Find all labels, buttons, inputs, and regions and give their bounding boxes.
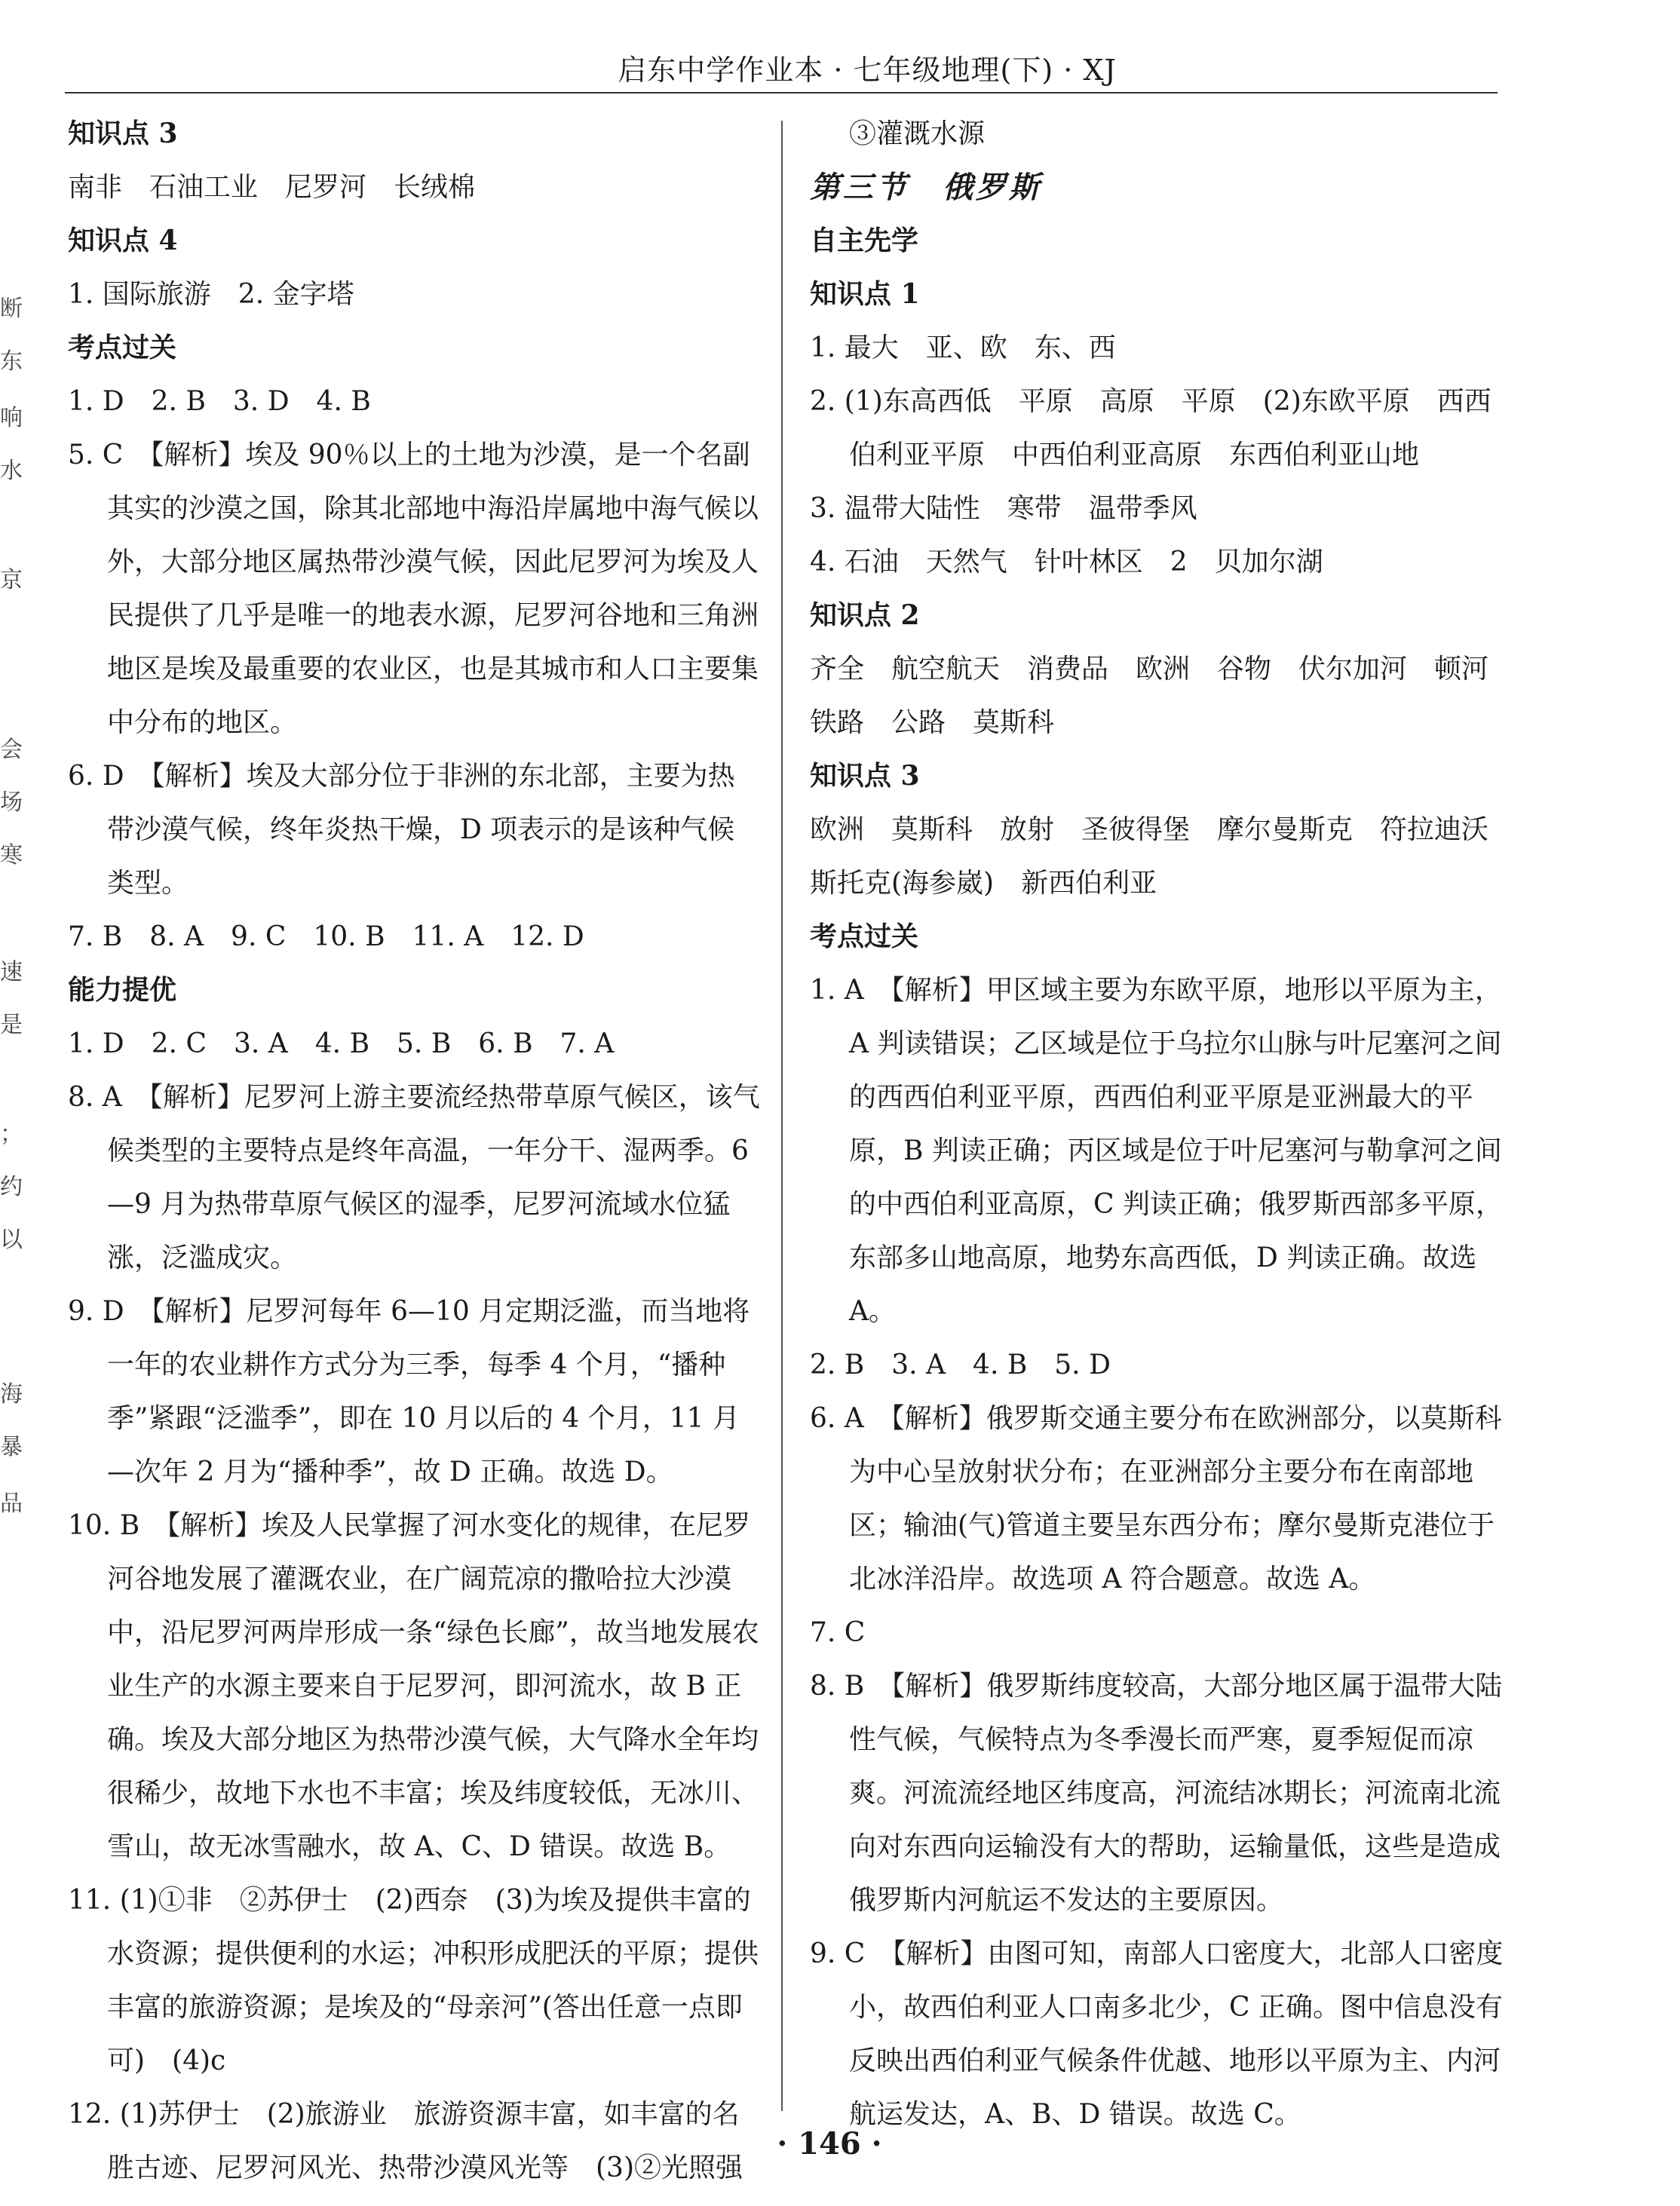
answer-line: 2. B 3. A 4. B 5. D [810,1350,1111,1380]
answer-item: 10. B 【解析】埃及人民掌握了河水变化的规律，在尼罗河谷地发展了灌溉农业，在广阔荒凉的撒哈拉大沙漠中，沿尼罗河两岸形成一条“绿色长廊”，故当地发展农业生产的水源主要来自于尼罗河，即河流水，故 B 正确。埃及大部分地区为热带沙漠气候，大气降水全年均很稀少，故地下水也不丰富；埃及纬度较低，无冰川、雪山，故无冰雪融水，故 A、C、D 错误。故选 B。 [68,1510,759,1862]
answer-item: 5. C 【解析】埃及 90％以上的土地为沙漠，是一个名副其实的沙漠之国，除其北部地中海沿岸属地中海气候以外，大部分地区属热带沙漠气候，因此尼罗河为埃及人民提供了几乎是唯一的地表水源，尼罗河谷地和三角洲地区是埃及最重要的农业区，也是其城市和人口主要集中分布的地区。 [68,440,759,738]
edge-fragment-char: 寒 [0,842,23,869]
edge-fragment-char: 东 [0,348,23,375]
section-heading: 考点过关 [68,332,177,363]
answer-line: 欧洲 莫斯科 放射 圣彼得堡 摩尔曼斯克 符拉迪沃斯托克(海参崴) 新西伯利亚 [810,814,1489,899]
answer-item: 8. B 【解析】俄罗斯纬度较高，大部分地区属于温带大陆性气候，气候特点为冬季漫长而严寒，夏季短促而凉爽。河流流经地区纬度高，河流结冰期长；河流南北流向对东西向运输没有大的帮助，运输量低，这些是造成俄罗斯内河航运不发达的主要原因。 [810,1671,1503,1916]
answer-line: 7. C [810,1617,866,1648]
answer-item: 6. D 【解析】埃及大部分位于非洲的东北部，主要为热带沙漠气候，终年炎热干燥，D 项表示的是该种气候类型。 [68,761,735,899]
section-heading: 知识点 1 [810,278,920,310]
answer-line: 7. B 8. A 9. C 10. B 11. A 12. D [68,921,584,952]
right-column [810,107,1516,2141]
section-heading: 知识点 4 [68,225,178,256]
section-heading: 考点过关 [810,921,919,952]
answer-item: 1. A 【解析】甲区域主要为东欧平原，地形以平原为主，A 判读错误；乙区域是位于乌拉尔山脉与叶尼塞河之间的西西伯利亚平原，西西伯利亚平原是亚洲最大的平原，B 判读正确；丙区域是位于叶尼塞河与勒拿河之间的中西伯利亚高原，C 判读正确；俄罗斯西部多平原，东部多山地高原，地势东高西低，D 判读正确。故选 A。 [810,975,1503,1327]
answer-line: 1. 国际旅游 2. 金字塔 [68,279,354,310]
edge-fragment-char: 速 [0,959,23,985]
edge-fragment-char: 断 [0,296,23,322]
answer-line: 南非 石油工业 尼罗河 长绒棉 [68,172,476,203]
answer-line: 1. D 2. C 3. A 4. B 5. B 6. B 7. A [68,1028,615,1059]
page-header-title: 启东中学作业本 · 七年级地理(下) · XJ [618,54,1117,87]
edge-fragment-char: 水 [0,458,23,484]
left-column [68,107,762,2195]
edge-fragment-char: 场 [0,789,23,816]
edge-fragment-char: 京 [0,567,23,593]
section-heading: 知识点 3 [68,118,178,149]
answer-continuation: ③灌溉水源 [849,118,986,149]
section-heading: 自主先学 [810,225,919,256]
answer-line: 1. D 2. B 3. D 4. B [68,386,371,417]
answer-item: 6. A 【解析】俄罗斯交通主要分布在欧洲部分，以莫斯科为中心呈放射状分布；在亚洲部分主要分布在南部地区；输油(气)管道主要呈东西分布；摩尔曼斯克港位于北冰洋沿岸。故选项 A 符合题意。故选 A。 [810,1403,1502,1595]
answer-item: 12. (1)苏伊士 (2)旅游业 旅游资源丰富，如丰富的名胜古迹、尼罗河风光、热带沙漠风光等 (3)②光照强 [68,2099,743,2183]
header-rule [65,92,1498,93]
answer-item: 9. C 【解析】由图可知，南部人口密度大，北部人口密度小，故西伯利亚人口南多北少，C 正确。图中信息没有反映出西伯利亚气候条件优越、地形以平原为主、内河航运发达，A、B、D 错误。故选 C。 [810,1938,1504,2130]
answer-item: 9. D 【解析】尼罗河每年 6—10 月定期泛滥，而当地将一年的农业耕作方式分为三季，每季 4 个月，“播种季”紧跟“泛滥季”，即在 10 月以后的 4 个月，11 月—次年 2 月为“播种季”，故 D 正确。故选 D。 [68,1296,750,1488]
edge-fragment-char: 会 [0,737,23,763]
chapter-section-title: 第三节 俄罗斯 [810,170,1042,205]
edge-fragment-char: ； [0,1121,23,1147]
answer-item: 11. (1)①非 ②苏伊士 (2)西奈 (3)为埃及提供丰富的水资源；提供便利的水运；冲积形成肥沃的平原；提供丰富的旅游资源；是埃及的“母亲河”(答出任意一点即可) (4)c [68,1885,759,2076]
section-heading: 能力提优 [68,974,177,1006]
section-heading: 知识点 2 [810,599,920,631]
edge-fragment-char: 是 [0,1012,23,1038]
edge-fragment-char: 暴 [0,1434,23,1460]
answer-item: 8. A 【解析】尼罗河上游主要流经热带草原气候区，该气候类型的主要特点是终年高温，一年分干、湿两季。6—9 月为热带草原气候区的湿季，尼罗河流域水位猛涨，泛滥成灾。 [68,1082,760,1273]
edge-fragment-char: 约 [0,1174,23,1200]
edge-fragment-char: 响 [0,405,23,431]
answer-item: 2. (1)东高西低 平原 高原 平原 (2)东欧平原 西西伯利亚平原 中西伯利亚高原 东西伯利亚山地 [810,386,1491,470]
edge-fragment-char: 以 [0,1227,23,1253]
answer-line: 3. 温带大陆性 寒带 温带季风 [810,493,1197,524]
answer-line: 齐全 航空航天 消费品 欧洲 谷物 伏尔加河 顿河 铁路 公路 莫斯科 [810,654,1516,738]
section-heading: 知识点 3 [810,760,920,792]
column-divider [781,121,783,2111]
edge-fragment-char: 海 [0,1381,23,1408]
page-number: · 146 · [777,2126,882,2162]
answer-line: 4. 石油 天然气 针叶林区 2 贝加尔湖 [810,547,1323,578]
edge-fragment-char: 品 [0,1491,23,1517]
answer-line: 1. 最大 亚、欧 东、西 [810,332,1116,363]
